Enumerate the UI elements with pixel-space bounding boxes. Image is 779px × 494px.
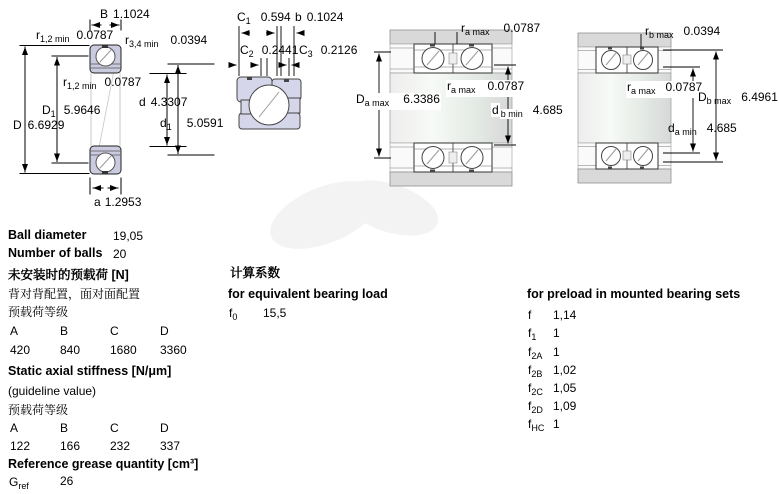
grease-title: Reference grease quantity [cm³] bbox=[8, 457, 199, 471]
factor-row-label: $f_{HC}$ bbox=[528, 417, 545, 433]
factor-row-value: 1 bbox=[553, 345, 560, 359]
diagram-c-dimensions bbox=[230, 26, 303, 129]
factor-row-value: 1,02 bbox=[553, 363, 577, 377]
factor-row-label: $f_{2B}$ bbox=[528, 363, 543, 379]
dim-label-C2: $C_2$ 0.2441 bbox=[240, 43, 299, 59]
factor-row-label: $f_1$ bbox=[528, 326, 537, 342]
dim-label-r12-top: $r_{1,2 min}$ 0.0787 bbox=[36, 28, 114, 44]
factor-row-value: 1,09 bbox=[553, 399, 577, 413]
stiffness-value-b: 166 bbox=[60, 439, 81, 453]
preload-value-b: 840 bbox=[60, 343, 81, 357]
preload-header-a: A bbox=[10, 324, 19, 338]
dim-label-ra-top: $r_{a max}$ 0.0787 bbox=[461, 21, 541, 37]
calc-factors-title: 计算系数 bbox=[230, 266, 281, 280]
dim-label-C3: $C_3$ 0.2126 bbox=[299, 43, 358, 59]
stiffness-class-label: 预载荷等级 bbox=[8, 403, 69, 417]
preload-value-d: 3360 bbox=[160, 343, 187, 357]
preload-header-c: C bbox=[110, 324, 119, 338]
dim-label-Da: $D_{a max}$ 6.3386 bbox=[356, 92, 440, 108]
stiffness-subtitle: (guideline value) bbox=[8, 384, 97, 398]
stiffness-title: Static axial stiffness [N/μm] bbox=[8, 364, 172, 378]
dim-label-ra-mid: $r_{a max}$ 0.0787 bbox=[447, 79, 525, 95]
preload-unmounted-title: 未安装时的预载荷 [N] bbox=[8, 268, 129, 282]
dim-label-rb-top: $r_{b max}$ 0.0394 bbox=[645, 24, 721, 40]
preload-arrangement-subtitle: 背对背配置，面对面配置 bbox=[8, 287, 141, 301]
factor-row-value: 1,05 bbox=[553, 381, 577, 395]
grease-value: 26 bbox=[60, 474, 74, 488]
preload-value-c: 1680 bbox=[110, 343, 137, 357]
stiffness-value-c: 232 bbox=[110, 439, 131, 453]
dim-label-b: b 0.1024 bbox=[295, 10, 344, 24]
equiv-load-heading: for equivalent bearing load bbox=[228, 287, 388, 301]
grease-gref-label: $G_{ref}$ bbox=[9, 475, 29, 491]
preload-header-d: D bbox=[160, 324, 169, 338]
dim-label-D: D 6.6929 bbox=[13, 118, 65, 132]
stiffness-value-a: 122 bbox=[10, 439, 31, 453]
stiffness-header-b: B bbox=[60, 421, 69, 435]
factor-row-label: f bbox=[528, 308, 532, 322]
factor-f0-value: 15,5 bbox=[263, 306, 287, 320]
ball-diameter-label: Ball diameter bbox=[8, 228, 87, 242]
preload-class-label: 预载荷等级 bbox=[8, 305, 69, 319]
dim-value: 1.1024 bbox=[113, 7, 150, 21]
stiffness-header-a: A bbox=[10, 421, 19, 435]
ball-diameter-value: 19,05 bbox=[113, 229, 144, 243]
dim-label-db: d $_{b min}$ 4.685 bbox=[492, 103, 563, 119]
dim-label-ra-mid-2: $r_{a max}$ 0.0787 bbox=[627, 80, 703, 96]
preload-factors-heading: for preload in mounted bearing sets bbox=[527, 287, 741, 301]
factor-row-label: $f_{2C}$ bbox=[528, 381, 543, 397]
factor-row-value: 1,14 bbox=[553, 308, 577, 322]
dim-label-C1: $C_1$ 0.594 bbox=[237, 10, 291, 26]
dim-label-r34: $r_{3,4 min}$ 0.0394 bbox=[125, 33, 208, 49]
preload-header-b: B bbox=[60, 324, 69, 338]
dim-label-d1: $d_1$ 5.0591 bbox=[160, 116, 224, 132]
preload-value-a: 420 bbox=[10, 343, 31, 357]
factor-f0-label: $f_0$ bbox=[229, 306, 238, 322]
stiffness-header-d: D bbox=[160, 421, 169, 435]
dim-label-r12-inner: $r_{1,2 min}$ 0.0787 bbox=[63, 75, 142, 91]
dim-label-a: a 1.2953 bbox=[94, 195, 142, 209]
number-of-balls-label: Number of balls bbox=[8, 246, 103, 260]
number-of-balls-value: 20 bbox=[113, 247, 127, 261]
dim-label-d: d 4.3307 bbox=[139, 95, 188, 109]
factor-row-value: 1 bbox=[553, 326, 560, 340]
stiffness-value-d: 337 bbox=[160, 439, 181, 453]
factor-row-value: 1 bbox=[553, 417, 560, 431]
diagram-mounted-housing bbox=[578, 33, 723, 183]
dim-label-B bbox=[100, 8, 150, 21]
factor-row-label: $f_{2A}$ bbox=[528, 345, 543, 361]
dim-label-D1: $D_1$ 5.9646 bbox=[42, 103, 101, 119]
dim-label-da: $d_{a min}$ 4.685 bbox=[668, 121, 737, 137]
factor-row-label: $f_{2D}$ bbox=[528, 399, 543, 415]
dim-label-Db: $D_{b max}$ 6.4961 bbox=[698, 90, 778, 106]
dim-base: B bbox=[100, 7, 109, 21]
stiffness-header-c: C bbox=[110, 421, 119, 435]
